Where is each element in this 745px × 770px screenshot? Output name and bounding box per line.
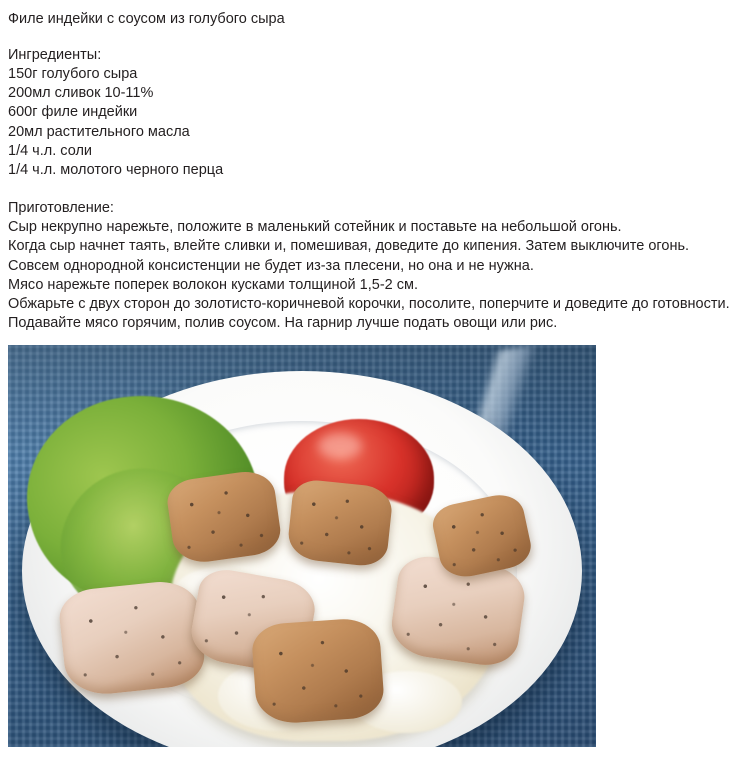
turkey-piece [57, 578, 207, 698]
list-item: 1/4 ч.л. соли [8, 142, 93, 159]
list-item: Подавайте мясо горячим, полив соусом. На гарнир лучше подать овощи или рис. [8, 315, 558, 332]
list-item: Совсем однородной консистенции не будет из-за плесени, но она и не нужна. [8, 257, 534, 274]
list-item: Когда сыр начнет таять, влейте сливки и, помешивая, доведите до кипения. Затем выключите огонь. [8, 238, 690, 255]
list-item: 150г голубого сыра [8, 66, 138, 82]
ingredients-heading: Ингредиенты: [8, 47, 102, 63]
list-item: 1/4 ч.л. молотого черного перца [8, 162, 224, 179]
method-steps-list [8, 218, 737, 333]
white-plate [22, 371, 582, 748]
photo-canvas [8, 345, 596, 747]
list-item: Обжарьте с двух сторон до золотисто-коричневой корочки, посолите, поперчите и доведите до готовности. [8, 296, 730, 313]
list-item: 20мл растительного масла [8, 123, 190, 140]
tomato-highlight [318, 433, 362, 459]
list-item: Мясо нарежьте поперек волокон кусками толщиной 1,5-2 см. [8, 276, 418, 293]
list-item: 200мл сливок 10-11% [8, 85, 154, 102]
method-heading: Приготовление: [8, 200, 114, 217]
list-item: Сыр некрупно нарежьте, положите в маленький сотейник и поставьте на небольшой огонь. [8, 219, 622, 236]
page-title: Филе индейки с соусом из голубого сыра [8, 11, 285, 27]
list-item: 600г филе индейки [8, 104, 138, 121]
ingredients-list [8, 65, 737, 180]
turkey-piece [251, 616, 386, 725]
turkey-piece [165, 467, 284, 565]
recipe-photo [8, 345, 596, 747]
turkey-piece [286, 478, 394, 568]
section-divider [8, 180, 737, 199]
